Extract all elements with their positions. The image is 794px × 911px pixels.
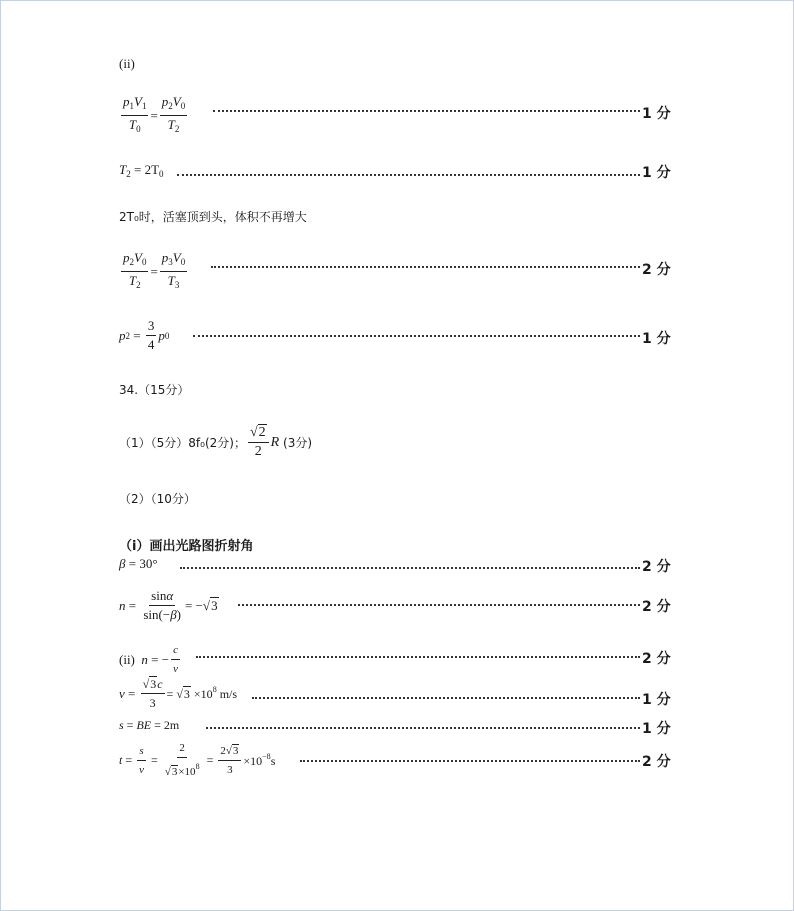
question-34-part-2: （2）（10分） [119,492,196,506]
equation-n-c-v: (ii) n = − $\frac{c}{v}$ [119,644,178,675]
score-10: 2 分 [642,754,671,770]
score-5: 2 分 [642,559,671,575]
leader-dots [252,697,640,699]
equation-T2: $T_2 = 2T_0$ [119,162,164,179]
score-3: 2 分 [642,262,671,278]
score-7: 2 分 [642,651,671,667]
leader-dots [196,656,640,658]
equation-distance: s = BE = 2m [119,718,180,732]
equation-gas-law-1: $\frac{p_1V_1}{T_0}$ = $\frac{p_2V_0}{T_2}$ [123,94,186,134]
leader-dots [300,760,640,762]
question-34-label: 34.（15分） [119,383,190,397]
leader-dots [213,110,640,112]
question-34-part-1: （1）（5分）8 f₀ (2分)； $\frac{√2}{2}$ R (3分) [119,425,313,459]
leader-dots [206,727,640,729]
question-34-part-2-i: （i）画出光路图折射角 [119,539,254,554]
leader-dots [177,174,640,176]
part-ii-label: (ii) [119,56,135,71]
score-6: 2 分 [642,599,671,615]
leader-dots [193,335,640,337]
equation-refractive-index: n = $\frac{\sin\alpha}{\sin(-\beta)}$ = −√3 [119,588,218,622]
score-9: 1 分 [642,721,671,737]
equation-time: t = $\frac{s}{v}$ = $\frac{2}{√3\times 10^8}$ = $\frac{2√3}{3}$ $\times 10^{-8}s$ [119,742,276,778]
statement-piston: 2T₀时，活塞顶到头，体积不再增大 [119,210,307,224]
score-8: 1 分 [642,692,671,708]
score-2: 1 分 [642,165,671,181]
leader-dots [180,567,640,569]
equation-beta: β = 30° [119,556,158,571]
score-4: 1 分 [642,331,671,347]
score-1: 1 分 [642,106,671,122]
equation-velocity: v = $\frac{√3c}{3}$ = $√3 \times 10^8$ m/s [119,677,238,710]
leader-dots [211,266,640,268]
equation-gas-law-2: $\frac{p_2V_0}{T_2}$ = $\frac{p_3V_0}{T_3}$ [123,250,186,290]
leader-dots [238,604,640,606]
equation-p2: p 2 = $\frac{3}{4}$ p 0 [119,318,170,352]
